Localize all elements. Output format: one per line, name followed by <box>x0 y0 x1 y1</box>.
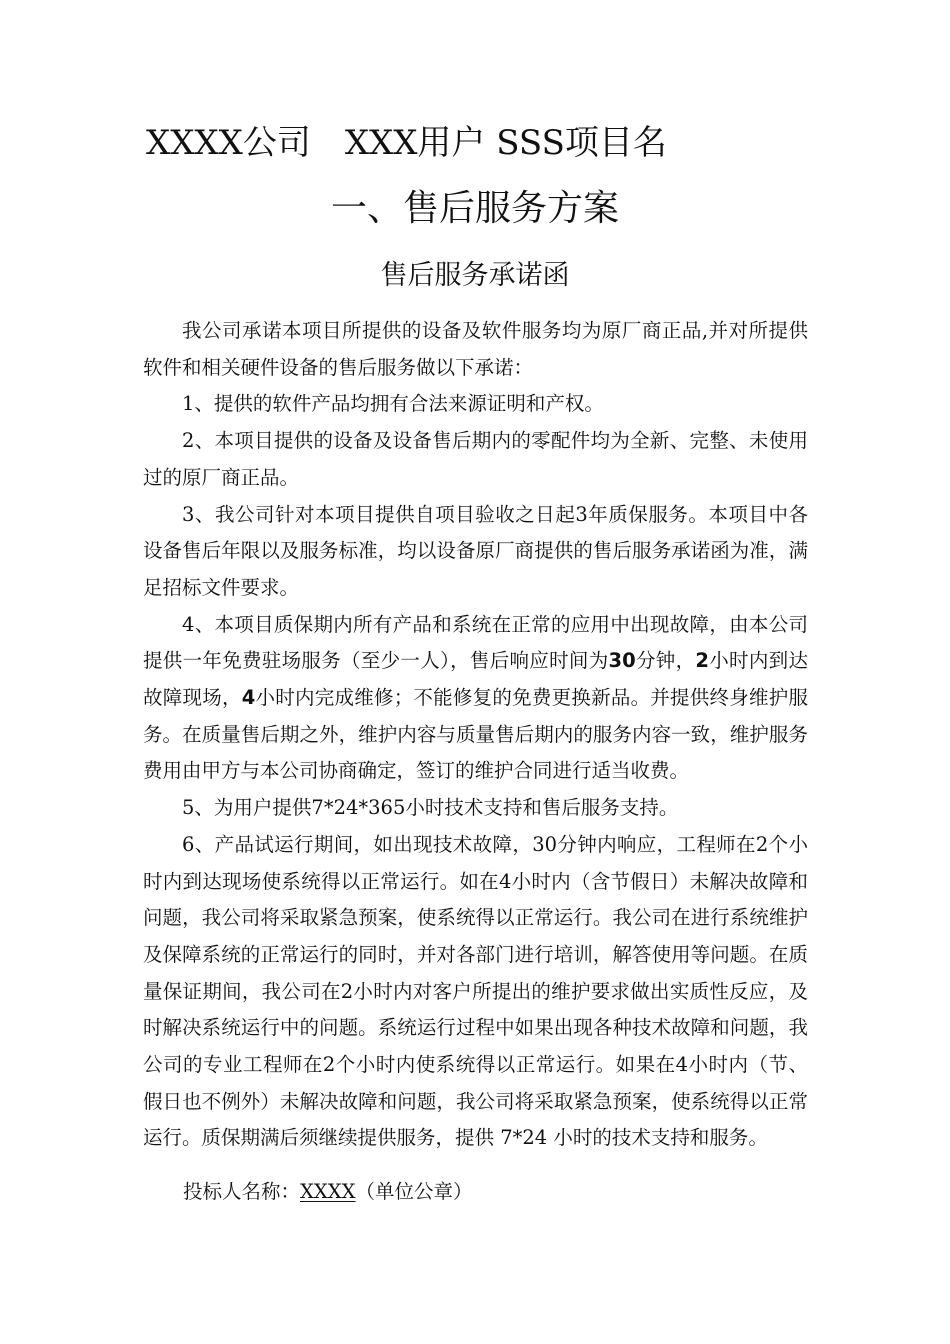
paragraph-2: 2、本项目提供的设备及设备售后期内的零配件均为全新、完整、未使用过的原厂商正品。 <box>143 429 808 489</box>
paragraph-5: 5、为用户提供7*24*365小时技术支持和售后服务支持。 <box>182 796 679 820</box>
paragraph-1: 1、提供的软件产品均拥有合法来源证明和产权。 <box>182 392 604 416</box>
paragraph-4-part-d: 小时内完成维修；不能修复的免费更换新品。并提供终身维护服务。在质量售后期之外，维护内容与质量售后期内的服务内容一致，维护服务费用由甲方与本公司协商确定，签订的维护合同进行适当收费。 <box>143 686 808 783</box>
paragraph-3: 3、我公司针对本项目提供自项目验收之日起3年质保服务。本项目中各设备售后年限以及服务标准，均以设备原厂商提供的售后服务承诺函为准，满足招标文件要求。 <box>143 502 808 599</box>
letter-body <box>143 313 808 1157</box>
paragraph-6: 6、产品试运行期间，如出现技术故障，30分钟内响应，工程师在2个小时内到达现场使系统得以正常运行。如在4小时内（含节假日）未解决故障和问题，我公司将采取紧急预案，使系统得以正常运行。我公司在进行系统维护及保障系统的正常运行的同时，并对各部门进行培训，解答使用等问题。在质量保证期间，我公司在2小时内对客户所提出的维护要求做出实质性反应，及时解决系统运行中的问题。系统运行过程中如果出现各种技术故障和问题，我公司的专业工程师在2个小时内使系统得以正常运行。如果在4小时内（节、假日也不例外）未解决故障和问题，我公司将采取紧急预案，使系统得以正常运行。质保期满后须继续提供服务，提供 7*24 小时的技术支持和服务。 <box>143 832 808 1150</box>
document-header: XXXX公司 XXX用户 SSS项目名 <box>146 123 667 163</box>
signature-suffix: （单位公章） <box>355 1180 473 1203</box>
response-minutes: 30 <box>608 649 636 673</box>
repair-hours: 4 <box>241 686 256 710</box>
paragraph-intro: 我公司承诺本项目所提供的设备及软件服务均为原厂商正品,并对所提供软件和相关硬件设备的售后服务做以下承诺： <box>143 319 808 379</box>
paragraph-4-part-c: 小时内到达故障现场， <box>143 649 808 710</box>
paragraph-4-part-b: 分钟， <box>635 649 696 673</box>
section-title-text: 一、售后服务方案 <box>330 188 619 229</box>
paragraph-4 <box>143 607 808 791</box>
bidder-name: XXXX <box>300 1180 356 1203</box>
signature-label: 投标人名称： <box>183 1180 301 1203</box>
letter-title: 售后服务承诺函 <box>380 260 570 291</box>
paragraph-4-part-a: 4、本项目质保期内所有产品和系统在正常的应用中出现故障，由本公司提供一年免费驻场服务（至少一人），售后响应时间为 <box>143 612 808 673</box>
section-title <box>0 182 950 236</box>
arrival-hours: 2 <box>695 649 709 673</box>
signature-line <box>183 1175 473 1209</box>
